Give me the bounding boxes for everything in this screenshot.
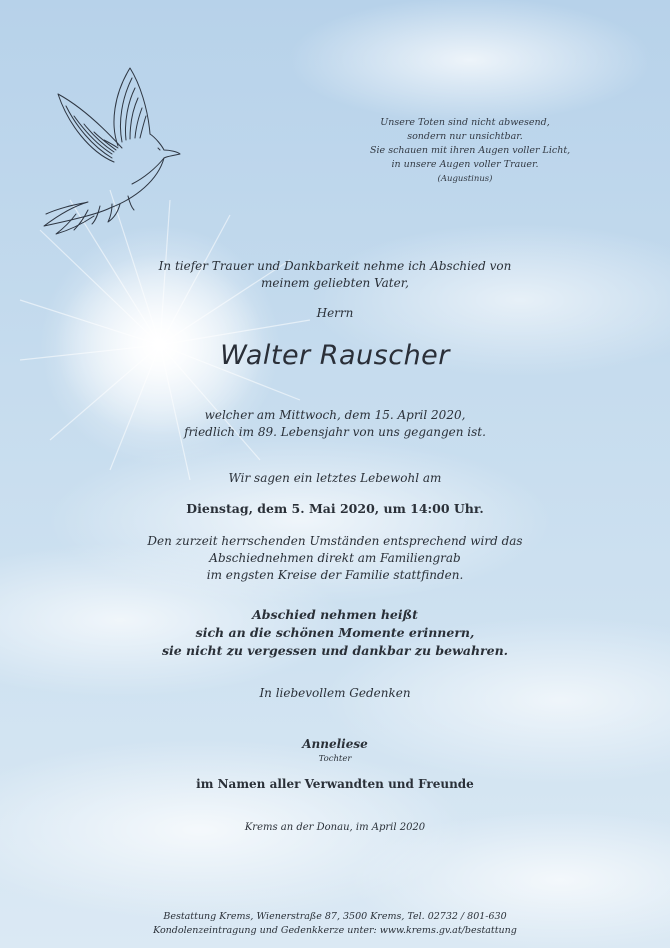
- deceased-name: Walter Rauscher: [220, 340, 450, 371]
- place-date: Krems an der Donau, im April 2020: [244, 822, 426, 833]
- quote-line: sondern nur unsichtbar.: [407, 131, 523, 142]
- footer-line-1: Bestattung Krems, Wienerstraße 87, 3500 Krems, Tel. 02732 / 801-630: [163, 911, 507, 922]
- mourner-name: Anneliese: [302, 737, 368, 751]
- death-notice-line: friedlich im 89. Lebensjahr von uns gegangen ist.: [184, 425, 486, 439]
- circumstances-line: Abschiednehmen direkt am Familiengrab: [209, 551, 461, 565]
- circumstances-block: [0, 533, 670, 584]
- circumstances-line: Den zurzeit herrschenden Umständen entsprechend wird das: [147, 534, 523, 548]
- farewell-date: Dienstag, dem 5. Mai 2020, um 14:00 Uhr.: [186, 501, 484, 516]
- motto-line: Abschied nehmen heißt: [252, 607, 418, 622]
- motto-line: sie nicht zu vergessen und dankbar zu bewahren.: [161, 643, 509, 658]
- dove-icon: [40, 64, 190, 244]
- quote-line: in unsere Augen voller Trauer.: [391, 159, 539, 170]
- quote-block: [370, 116, 571, 186]
- death-notice-line: welcher am Mittwoch, dem 15. April 2020,: [204, 408, 466, 422]
- mourners-others: im Namen aller Verwandten und Freunde: [196, 777, 474, 791]
- circumstances-line: im engsten Kreise der Familie stattfinden.: [206, 568, 464, 582]
- motto-block: [0, 606, 670, 660]
- motto-line: sich an die schönen Momente erinnern,: [195, 625, 475, 640]
- farewell-intro: Wir sagen ein letztes Lebewohl am: [228, 471, 442, 485]
- footer-line-2: Kondolenzeintragung und Gedenkkerze unter: www.krems.gv.at/bestattung: [153, 925, 517, 936]
- intro-line: In tiefer Trauer und Dankbarkeit nehme ich Abschied von: [158, 259, 512, 273]
- mourner-relation: Tochter: [318, 754, 352, 764]
- intro-block: [0, 258, 670, 292]
- quote-line: Sie schauen mit ihren Augen voller Licht,: [370, 145, 571, 156]
- quote-author: (Augustinus): [437, 174, 493, 184]
- footer-block: [0, 910, 670, 938]
- death-notice: [0, 407, 670, 441]
- intro-line: meinem geliebten Vater,: [261, 276, 409, 290]
- quote-line: Unsere Toten sind nicht abwesend,: [380, 117, 550, 128]
- salutation: Herrn: [316, 306, 354, 320]
- remembrance: In liebevollem Gedenken: [259, 686, 411, 700]
